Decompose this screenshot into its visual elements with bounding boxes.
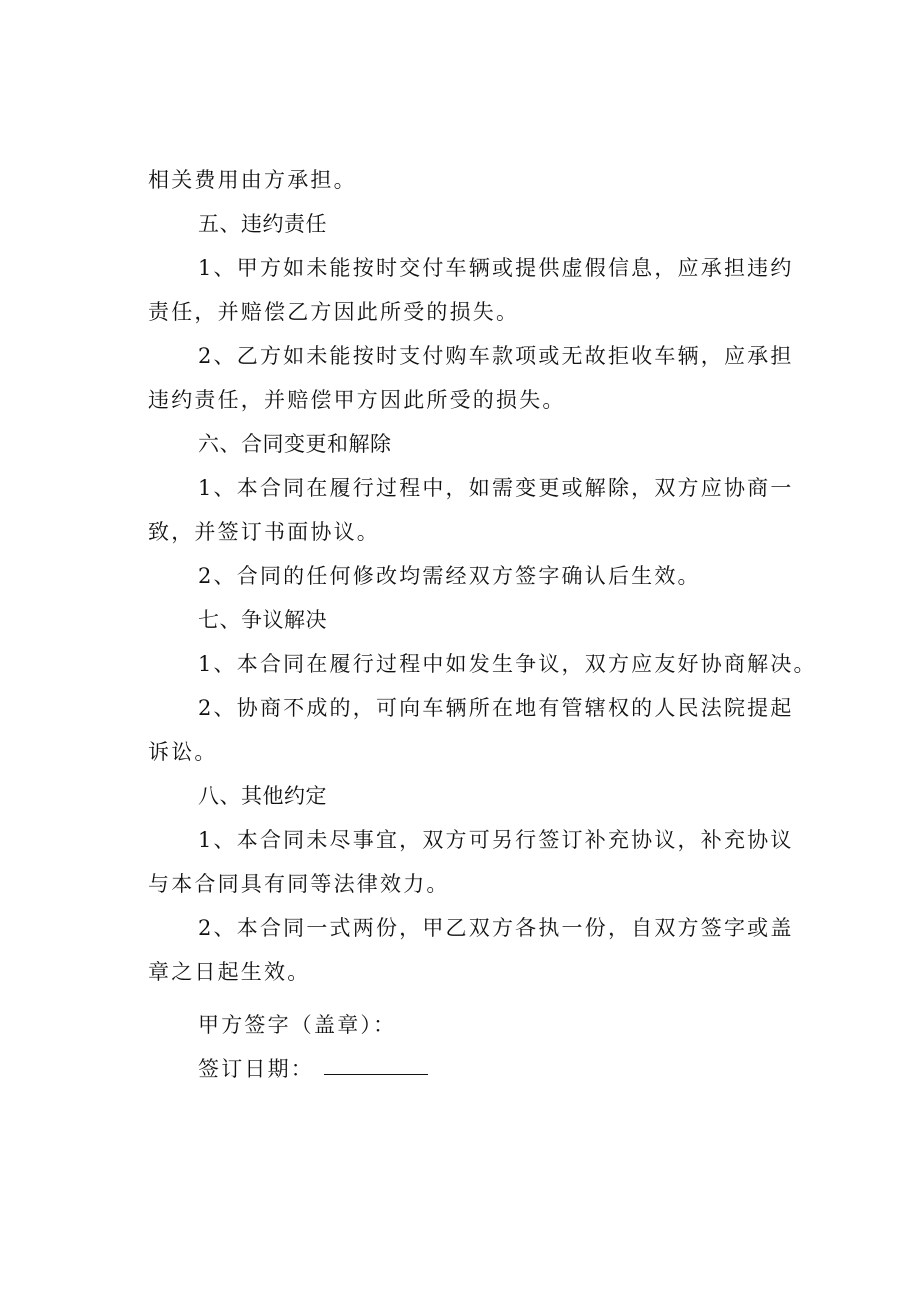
paragraph-line: 2、协商不成的，可向车辆所在地有管辖权的人民法院提起 [198, 696, 794, 720]
party-a-signature-label: 甲方签字（盖章）： [198, 1013, 397, 1037]
signing-date-blank [324, 1074, 428, 1075]
paragraph-line: 1、本合同在履行过程中，如需变更或解除，双方应协商一 [198, 476, 794, 500]
paragraph-line: 2、乙方如未能按时支付购车款项或无故拒收车辆，应承担 [198, 344, 794, 368]
paragraph-line: 致，并签订书面协议。 [148, 520, 380, 544]
signing-date-label: 签订日期： [198, 1057, 314, 1081]
paragraph-line: 1、甲方如未能按时交付车辆或提供虚假信息，应承担违约 [198, 256, 794, 280]
paragraph-line: 诉讼。 [148, 740, 218, 764]
section-heading-breach: 五、违约责任 [198, 212, 327, 236]
intro-tail-line: 相关费用由方承担。 [148, 168, 357, 192]
paragraph-line: 责任，并赔偿乙方因此所受的损失。 [148, 300, 520, 324]
paragraph-line: 1、本合同未尽事宜，双方可另行签订补充协议，补充协议 [198, 828, 794, 852]
section-heading-dispute: 七、争议解决 [198, 608, 327, 632]
paragraph-line: 与本合同具有同等法律效力。 [148, 872, 450, 896]
paragraph-line: 2、本合同一式两份，甲乙双方各执一份，自双方签字或盖 [198, 916, 794, 940]
paragraph-line: 1、本合同在履行过程中如发生争议，双方应友好协商解决。 [198, 652, 817, 676]
section-heading-amendment: 六、合同变更和解除 [198, 432, 392, 456]
paragraph-line: 2、合同的任何修改均需经双方签字确认后生效。 [198, 564, 701, 588]
section-heading-other: 八、其他约定 [198, 784, 327, 808]
paragraph-line: 违约责任，并赔偿甲方因此所受的损失。 [148, 388, 566, 412]
paragraph-line: 章之日起生效。 [148, 960, 311, 984]
